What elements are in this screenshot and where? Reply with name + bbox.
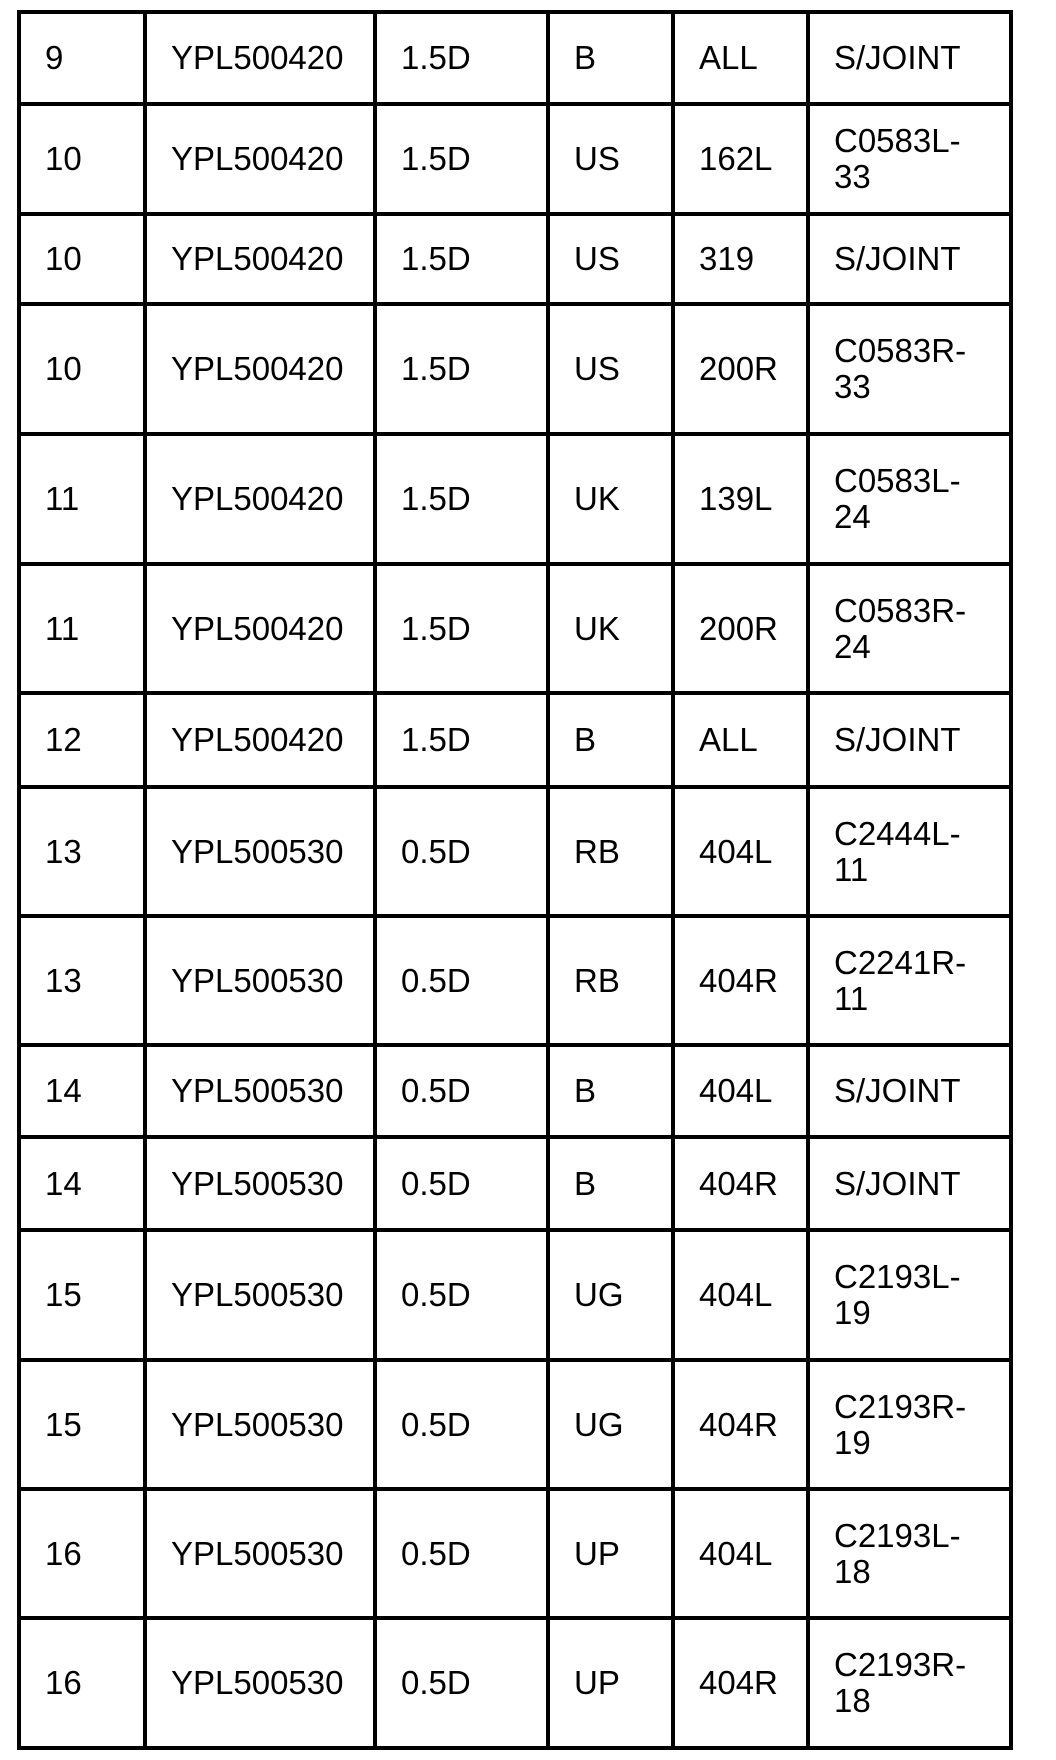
cell-size: 0.5D <box>375 787 548 916</box>
cell-size: 1.5D <box>375 214 548 304</box>
cell-part: YPL500530 <box>145 1489 375 1618</box>
cell-no: 15 <box>19 1230 145 1360</box>
cell-ref <box>808 1360 1011 1489</box>
cell-type: UK <box>548 564 673 693</box>
cell-size: 0.5D <box>375 1360 548 1489</box>
cell-ref <box>808 1618 1011 1748</box>
cell-ref-line1: S/JOINT <box>834 721 961 758</box>
cell-ref-line2: 11 <box>834 979 869 1017</box>
table-row <box>19 1045 1011 1137</box>
cell-type: UP <box>548 1489 673 1618</box>
cell-no: 13 <box>19 916 145 1045</box>
cell-type: B <box>548 1137 673 1230</box>
table-row <box>19 12 1011 104</box>
cell-type: B <box>548 693 673 787</box>
cell-ref <box>808 916 1011 1045</box>
cell-ref-line1: S/JOINT <box>834 1164 961 1202</box>
cell-part: YPL500530 <box>145 1618 375 1748</box>
cell-ref-line1: S/JOINT <box>834 39 961 76</box>
cell-ref-line2: 24 <box>834 498 871 535</box>
cell-loc: 200R <box>673 304 808 434</box>
cell-size: 1.5D <box>375 434 548 564</box>
cell-size: 0.5D <box>375 1137 548 1230</box>
cell-size: 1.5D <box>375 12 548 104</box>
cell-ref-line2: 33 <box>834 158 871 195</box>
cell-no: 16 <box>19 1489 145 1618</box>
cell-part: YPL500420 <box>145 434 375 564</box>
cell-type: UK <box>548 434 673 564</box>
cell-no: 15 <box>19 1360 145 1489</box>
cell-part: YPL500420 <box>145 304 375 434</box>
cell-type: B <box>548 1045 673 1137</box>
cell-no: 10 <box>19 104 145 214</box>
cell-part: YPL500420 <box>145 104 375 214</box>
cell-no: 10 <box>19 214 145 304</box>
cell-size: 1.5D <box>375 104 548 214</box>
table-row <box>19 1137 1011 1230</box>
cell-type: US <box>548 104 673 214</box>
cell-loc: 404L <box>673 1045 808 1137</box>
cell-ref <box>808 1230 1011 1360</box>
cell-no: 16 <box>19 1618 145 1748</box>
cell-part: YPL500420 <box>145 693 375 787</box>
cell-ref-line1: S/JOINT <box>834 1072 961 1109</box>
cell-size: 1.5D <box>375 304 548 434</box>
cell-ref-line1: C2241R- <box>834 943 967 981</box>
table-row <box>19 787 1011 916</box>
cell-part: YPL500530 <box>145 1137 375 1230</box>
cell-loc: 162L <box>673 104 808 214</box>
cell-no: 11 <box>19 434 145 564</box>
cell-type: B <box>548 12 673 104</box>
cell-ref-line1: C2193R- <box>834 1387 967 1425</box>
cell-part: YPL500530 <box>145 1230 375 1360</box>
cell-size: 1.5D <box>375 564 548 693</box>
cell-loc: 139L <box>673 434 808 564</box>
cell-no: 10 <box>19 304 145 434</box>
cell-ref <box>808 1137 1011 1230</box>
cell-ref-line1: C2193R- <box>834 1646 967 1683</box>
cell-ref-line1: C2444L- <box>834 814 961 852</box>
cell-ref <box>808 104 1011 214</box>
cell-no: 13 <box>19 787 145 916</box>
cell-ref-line1: C2193L- <box>834 1258 961 1295</box>
cell-type: UG <box>548 1360 673 1489</box>
cell-ref-line1: C0583R- <box>834 591 967 629</box>
cell-size: 0.5D <box>375 1618 548 1748</box>
cell-part: YPL500420 <box>145 214 375 304</box>
cell-loc: 404R <box>673 1618 808 1748</box>
cell-ref-line2: 19 <box>834 1423 871 1461</box>
cell-ref <box>808 693 1011 787</box>
cell-size: 0.5D <box>375 1045 548 1137</box>
cell-type: RB <box>548 916 673 1045</box>
cell-loc: 404R <box>673 1137 808 1230</box>
cell-loc: ALL <box>673 693 808 787</box>
parts-table <box>17 10 1013 1750</box>
cell-ref-line1: C0583L- <box>834 462 961 499</box>
cell-part: YPL500530 <box>145 787 375 916</box>
cell-loc: ALL <box>673 12 808 104</box>
cell-ref-line2: 18 <box>834 1552 871 1590</box>
cell-loc: 404L <box>673 1230 808 1360</box>
cell-loc: 200R <box>673 564 808 693</box>
cell-loc: 404L <box>673 1489 808 1618</box>
cell-ref <box>808 1489 1011 1618</box>
cell-no: 12 <box>19 693 145 787</box>
cell-part: YPL500420 <box>145 564 375 693</box>
cell-no: 9 <box>19 12 145 104</box>
cell-part: YPL500530 <box>145 1360 375 1489</box>
cell-ref <box>808 12 1011 104</box>
table-row <box>19 104 1011 214</box>
cell-ref-line1: C2193L- <box>834 1516 961 1554</box>
cell-loc: 404L <box>673 787 808 916</box>
table-row <box>19 693 1011 787</box>
cell-ref-line1: C0583R- <box>834 332 967 369</box>
cell-part: YPL500420 <box>145 12 375 104</box>
cell-ref-line2: 24 <box>834 627 871 665</box>
cell-type: UP <box>548 1618 673 1748</box>
table-row <box>19 916 1011 1045</box>
table-row <box>19 214 1011 304</box>
cell-loc: 404R <box>673 916 808 1045</box>
cell-ref-line2: 19 <box>834 1294 871 1331</box>
cell-ref-line2: 11 <box>834 850 869 888</box>
cell-ref <box>808 304 1011 434</box>
cell-type: US <box>548 304 673 434</box>
table-row <box>19 434 1011 564</box>
cell-type: RB <box>548 787 673 916</box>
cell-ref <box>808 214 1011 304</box>
cell-size: 1.5D <box>375 693 548 787</box>
cell-ref <box>808 1045 1011 1137</box>
table-row <box>19 564 1011 693</box>
cell-ref <box>808 787 1011 916</box>
table-row <box>19 304 1011 434</box>
cell-size: 0.5D <box>375 916 548 1045</box>
cell-type: US <box>548 214 673 304</box>
cell-ref-line2: 33 <box>834 368 871 405</box>
cell-size: 0.5D <box>375 1489 548 1618</box>
cell-ref-line1: S/JOINT <box>834 240 961 277</box>
cell-ref-line2: 18 <box>834 1682 871 1719</box>
cell-loc: 404R <box>673 1360 808 1489</box>
cell-ref <box>808 564 1011 693</box>
cell-type: UG <box>548 1230 673 1360</box>
table-row <box>19 1618 1011 1748</box>
cell-ref-line1: C0583L- <box>834 122 961 159</box>
table-row <box>19 1230 1011 1360</box>
cell-loc: 319 <box>673 214 808 304</box>
cell-no: 11 <box>19 564 145 693</box>
cell-no: 14 <box>19 1045 145 1137</box>
cell-no: 14 <box>19 1137 145 1230</box>
table-row <box>19 1489 1011 1618</box>
cell-ref <box>808 434 1011 564</box>
cell-size: 0.5D <box>375 1230 548 1360</box>
cell-part: YPL500530 <box>145 1045 375 1137</box>
cell-part: YPL500530 <box>145 916 375 1045</box>
table-row <box>19 1360 1011 1489</box>
